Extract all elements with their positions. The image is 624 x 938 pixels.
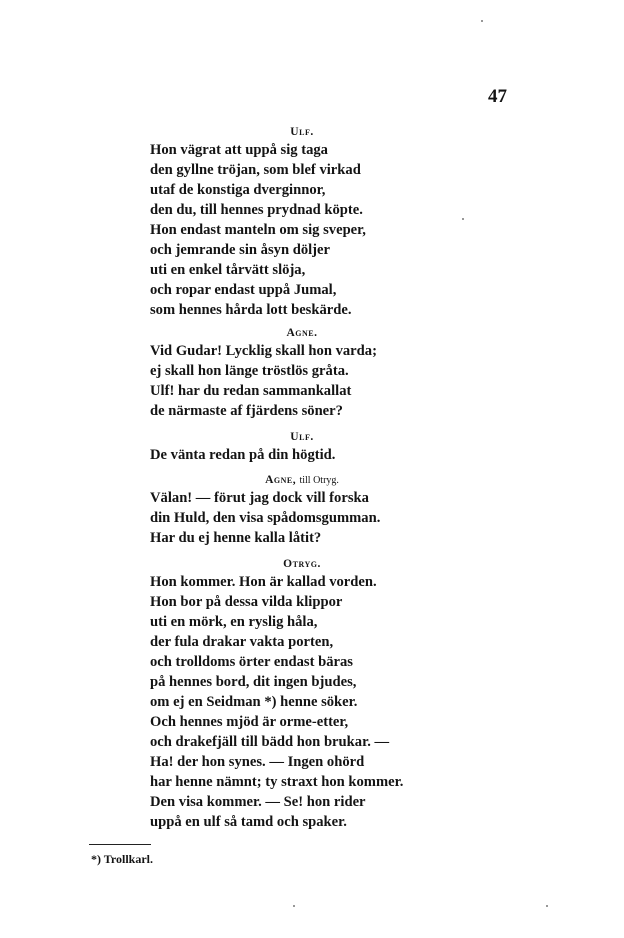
verse-line: Den visa kommer. — Se! hon rider	[150, 794, 366, 810]
verse-line: Vid Gudar! Lycklig skall hon varda;	[150, 343, 377, 359]
verse-line: den gyllne tröjan, som blef virkad	[150, 162, 361, 178]
verse-line: och drakefjäll till bädd hon brukar. —	[150, 734, 390, 750]
speaker-name: Otryg.	[283, 558, 321, 570]
verse-line: Välan! — förut jag dock vill forska	[150, 490, 369, 506]
verse-line: och trolldoms örter endast bäras	[150, 654, 353, 670]
scan-speck	[546, 905, 548, 907]
verse-line: de närmaste af fjärdens söner?	[150, 403, 343, 419]
verse-line: Och hennes mjöd är orme-etter,	[150, 714, 349, 730]
verse-line: De vänta redan på din högtid.	[150, 447, 336, 463]
verse-line: uppå en ulf så tamd och spaker.	[150, 814, 347, 830]
verse-line: på hennes bord, dit ingen bjudes,	[150, 674, 357, 690]
speaker-name: Agne, till Otryg.	[265, 474, 339, 486]
verse-line: om ej en Seidman *) henne söker.	[150, 694, 358, 710]
verse-line: Hon endast manteln om sig sveper,	[150, 222, 366, 238]
verse-line: har henne nämnt; ty straxt hon kommer.	[150, 774, 404, 790]
verse-line: utaf de konstiga dverginnor,	[150, 182, 326, 198]
page-number: 47	[488, 86, 507, 107]
speaker-name: Ulf.	[290, 126, 314, 138]
scan-speck	[462, 218, 464, 220]
verse-block	[150, 488, 480, 548]
verse-line: uti en mörk, en ryslig håla,	[150, 614, 318, 630]
verse-block	[150, 445, 480, 465]
verse-line: uti en enkel tårvätt slöja,	[150, 262, 306, 278]
verse-line: Ha! der hon synes. — Ingen ohörd	[150, 754, 365, 770]
verse-line: Hon kommer. Hon är kallad vorden.	[150, 574, 377, 590]
speaker-name: Ulf.	[290, 431, 314, 443]
scan-speck	[481, 20, 483, 22]
verse-block	[150, 572, 480, 832]
footnote: *) Trollkarl.	[91, 852, 154, 866]
stage-direction: till Otryg.	[299, 475, 339, 486]
verse-line: den du, till hennes prydnad köpte.	[150, 202, 363, 218]
footnote-rule	[89, 844, 151, 845]
verse-line: som hennes hårda lott beskärde.	[150, 302, 352, 318]
verse-line: Hon vägrat att uppå sig taga	[150, 142, 328, 158]
verse-line: och jemrande sin åsyn döljer	[150, 242, 330, 258]
verse-line: Har du ej henne kalla låtit?	[150, 530, 322, 546]
verse-block	[150, 341, 480, 421]
verse-line: ej skall hon länge tröstlös gråta.	[150, 363, 349, 379]
verse-line: och ropar endast uppå Jumal,	[150, 282, 337, 298]
scan-speck	[293, 905, 295, 907]
speaker-name: Agne.	[286, 327, 318, 339]
verse-line: der fula drakar vakta porten,	[150, 634, 334, 650]
verse-line: din Huld, den visa spådomsgumman.	[150, 510, 381, 526]
verse-line: Hon bor på dessa vilda klippor	[150, 594, 343, 610]
verse-line: Ulf! har du redan sammankallat	[150, 383, 352, 399]
verse-block	[150, 140, 480, 320]
